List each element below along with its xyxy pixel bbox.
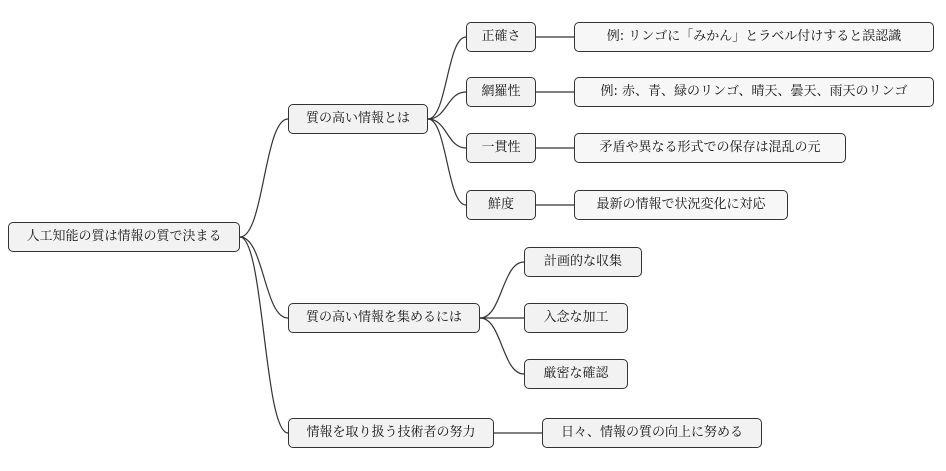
mindmap-node-label: 入念な加工 — [543, 310, 609, 326]
mindmap-node-d1[interactable] — [574, 22, 934, 52]
mindmap-node-label: 厳密な確認 — [543, 366, 609, 382]
mindmap-node-label: 日々、情報の質の向上に努める — [560, 425, 743, 441]
mindmap-edge-root-b1 — [240, 119, 288, 237]
mindmap-node-b3[interactable] — [288, 418, 494, 448]
mindmap-edge-b1-c1 — [428, 37, 466, 119]
mindmap-node-b2[interactable] — [288, 303, 480, 333]
mindmap-node-d4[interactable] — [574, 190, 788, 220]
mindmap-node-label: 矛盾や異なる形式での保存は混乱の元 — [599, 140, 821, 156]
mindmap-edge-b1-c2 — [428, 92, 466, 119]
mindmap-node-d3[interactable] — [574, 133, 846, 163]
mindmap-edge-b1-c4 — [428, 119, 466, 205]
mindmap-node-e1[interactable] — [524, 247, 642, 277]
mindmap-node-c2[interactable] — [466, 77, 536, 107]
mindmap-node-label: 情報を取り扱う技術者の努力 — [306, 425, 476, 441]
mindmap-node-label: 一貫性 — [481, 140, 521, 156]
mindmap-node-label: 鮮度 — [487, 197, 514, 213]
mindmap-node-c3[interactable] — [466, 133, 536, 163]
mindmap-edge-root-b3 — [240, 237, 288, 433]
mindmap-node-label: 正確さ — [481, 29, 521, 45]
mindmap-node-label: 質の高い情報とは — [305, 111, 410, 127]
mindmap-node-label: 最新の情報で状況変化に対応 — [596, 197, 766, 213]
mindmap-node-c1[interactable] — [466, 22, 536, 52]
mindmap-edge-root-b2 — [240, 237, 288, 318]
mindmap-node-c4[interactable] — [466, 190, 536, 220]
mindmap-node-label: 網羅性 — [481, 84, 521, 100]
mindmap-edge-b1-c3 — [428, 119, 466, 148]
mindmap-node-label: 例: リンゴに「みかん」とラベル付けすると誤認識 — [606, 29, 902, 45]
mindmap-edge-b2-e1 — [480, 262, 524, 318]
mindmap-edge-b2-e3 — [480, 318, 524, 374]
mindmap-node-b1[interactable] — [288, 104, 428, 134]
mindmap-node-e2[interactable] — [524, 303, 628, 333]
mindmap-node-label: 例: 赤、青、緑のリンゴ、晴天、曇天、雨天のリンゴ — [600, 84, 908, 100]
mindmap-node-e3[interactable] — [524, 359, 628, 389]
mindmap-node-label: 質の高い情報を集めるには — [305, 310, 462, 326]
mindmap-node-root[interactable] — [8, 222, 240, 252]
mindmap-node-label: 計画的な収集 — [543, 254, 622, 270]
mindmap-node-label: 人工知能の質は情報の質で決まる — [26, 229, 222, 245]
mindmap-node-d2[interactable] — [574, 77, 934, 107]
mindmap-node-f1[interactable] — [542, 418, 762, 448]
